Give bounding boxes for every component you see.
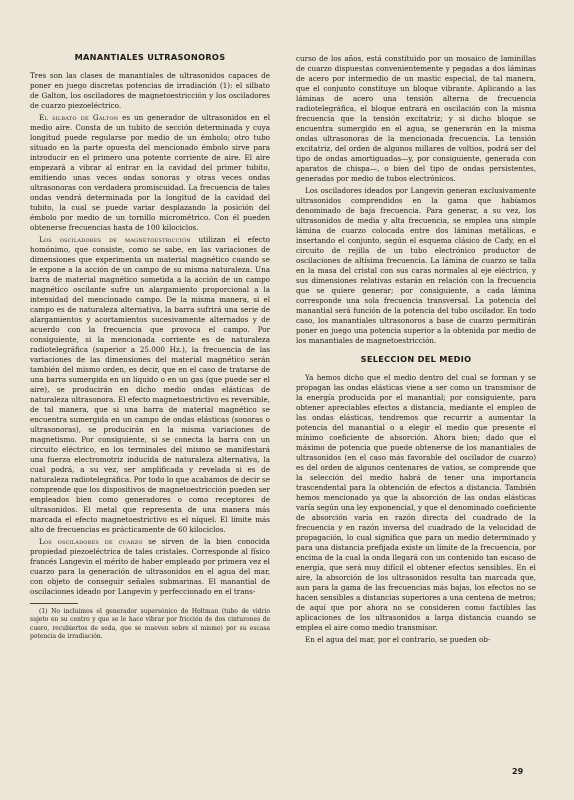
paragraph-langevin: Los osciladores ideados por Langevin generan exclusivamente ultrasonidos comprendidos en la gama que habíamos denominado de baja frecuencia. Para generar, a su vez, los ultrasonidos de media y alta frecuencia, se emplea una simple lámina de cuarzo colocada entre dos láminas metálicas, e insertando el conjunto, según el esquema clásico de Cady, en el circuito de rejilla de un tubo electrónico productor de oscilaciones de altísima frecuencia. La lámina de cuarzo se talla en la masa del cristal con sus caras normales al eje eléctrico, y sus dimensiones relativas estarán en relación con la frecuencia que se quiere generar; por consiguiente, a cada lámina corresponde una sola frecuencia transversal. La potencia del manantial será función de la potencia del tubo oscilador. En todo caso, los manantiales ultrasonoros a base de cuarzo permitirán poner en juego una potencia superior a la obtenida por medio de los manantiales de magnetoestricción. xyxy=(296,186,536,345)
footnote: (1) No incluimos el generador supersónico de Holtman (tubo de vidrio sujeto en su centro y que se le hace vibrar por fricción de dos cinturones de cuero, recubiertos de seda, que se mueven sobre el mismo) por su escasa potencia de irradiación. xyxy=(30,608,270,640)
paragraph-continuation: curso de los años, está constituido por un mosaico de laminillas de cuarzo dispuestas convenientemente y pegadas a dos láminas de acero por intermedio de un mastic especial, de tal manera, que el conjunto constituye un bloque vibrante. Aplicando a las láminas de acero una tensión alterna de frecuencia radiotelegráfica, el bloque entrará en oscilación con la misma frecuencia que la tensión excitatriz; y si dicho bloque se encuentra sumergido en el agua, se generarán en la misma ondas ultrasonoras de la mencionada frecuencia. La tensión excitatriz, del orden de algunos millares de voltios, podrá ser del tipo de ondas amortiguadas—y, por consiguiente, generada con aparatos de chispa—, o bien del tipo de ondas persistentes, generadas por medio de tubos electrónicos. xyxy=(296,54,536,183)
paragraph-magnetoestriccion xyxy=(30,235,270,535)
right-column xyxy=(296,54,536,647)
paragraph-galton xyxy=(30,113,270,233)
page-number: 29 xyxy=(512,767,524,776)
text-galton: es un generador de ultrasonidos en el medio aire. Consta de un tubito de sección determinada y cuya longitud puede regularse por medio de un émbolo; otro tubo situado en la parte opuesta del mencionado émbolo sirve para introducir en el primero una potente corriente de aire. El aire empezará a vibrar al entrar en la cavidad del primer tubito, emitiendo unas veces ondas sonoras y otras veces ondas ultrasonoras con verdadera promiscuidad. La frecuencia de tales ondas vendrá determinada por la longitud de la cavidad del tubito, la cual se puede variar desplazando la posición del émbolo por medio de un tornillo micrométrico. Con él pueden obtenerse frecuencias hasta de 100 kilociclos. xyxy=(30,113,270,233)
footnote-divider xyxy=(30,603,78,604)
lead-cuarzo: Los osciladores de cuarzo xyxy=(39,537,143,547)
section-heading-seleccion: SELECCION DEL MEDIO xyxy=(360,354,472,364)
paragraph-agua: En el agua del mar, por el contrario, se pueden ob- xyxy=(305,635,491,645)
lead-galton: El silbato de Galton xyxy=(39,113,119,123)
section-heading-manantiales: MANANTIALES ULTRASONOROS xyxy=(74,52,226,62)
left-column xyxy=(30,48,270,643)
text-magnetoestriccion: utilizan el efecto homónimo, que consiste, como se sabe, en las variaciones de dimensiones que experimenta un material magnético cuando se le expone a la acción de un campo de su misma naturaleza. Una barra de material magnético sometida a la acción de un campo magnético oscilante sufre un alargamiento proporcional a la intensidad del mencionado campo. De la misma manera, si el campo es de naturaleza alternativa, la barra sufrirá una serie de alargamientos y acortamientos sucesivamente alternados y de acuerdo con la frecuencia que provoca el campo. Por consiguiente, si la mencionada corriente es de naturaleza radiotelegráfica (superior a 25.000 Hz.), la frecuencia de las variaciones de las dimensiones del material magnético serán también del mismo orden, es decir, que en el caso de tratarse de una barra sumergida en un líquido o en un gas (que puede ser el aire), se producirán en dicho medio ondas elásticas de naturaleza ultrasonora. El efecto magnetoestrictivo es reversible, de tal manera, que si una barra de material magnético se encuentra sumergida en un campo de ondas elásticas (sonoras o ultrasonoras), se producirán en la misma variaciones de magnetismo. Por consiguiente, si se conecta la barra con un circuito eléctrico, en los terminales del mismo se manifestará una fuerza electromotriz inducida de naturaleza alternativa, la cual podrá, a su vez, ser amplificada y revelada si es de naturaleza radiotelegráfica. Por todo lo que acabamos de decir se comprende que los dispositivos de magnetoestricción pueden ser empleados bien como generadores o como receptores de ultrasonidos. El metal que representa de una manera más marcada el efecto magnetoestrictivo es el níquel. El límite más alto de frecuencias es prácticamente de 60 kilociclos. xyxy=(30,235,270,535)
paragraph-intro: Tres son las clases de manantiales de ultrasonidos capaces de poner en juego discretas potencias de irradiación (1): el silbato de Galton, los osciladores de magnetoestricción y los osciladores de cuarzo piezoeléctrico. xyxy=(30,71,270,111)
paragraph-medio: Ya hemos dicho que el medio dentro del cual se forman y se propagan las ondas elásticas viene a ser como un transmisor de la energía producida por el manantial; por consiguiente, para obtener apreciables efectos a distancia, mediante el empleo de las ondas elásticas, tendremos que recurrir a aumentar la potencia del manantial o a elegir el medio que presente el mínimo coeficiente de absorción. Ahora bien; dado que el máximo de potencia que puede obtenerse de los manantiales de ultrasonidos (en el caso más favorable del oscilador de cuarzo) es del orden de algunos centenares de vatios, se comprende que la selección del medio habrá de tener una importancia trascendental para la obtención de efectos a distancia. También hemos mencionado ya que la absorción de las ondas elásticas varía según una ley exponencial, y que el denominado coeficiente de absorción varía en razón directa del cuadrado de la frecuencia y en razón inversa del cuadrado de la velocidad de propagación, lo cual significa que para un medio determinado y para una distancia prefijada existe un límite de la frecuencia, por encima de la cual la onda llegará con un contenido tan escaso de energía, que será muy difícil el obtener efectos sensibles. En el aire, la absorción de los ultrasonidos resulta tan marcada que, aun para la gama de las frecuencias más bajas, los efectos no se hacen sensibles a distancias superiores a una centena de metros; de aquí que por ahora no se consideren como factibles las aplicaciones de los ultrasonidos a larga distancia cuando se emplea el aire como medio transmisor. xyxy=(296,373,536,633)
text-cuarzo: se sirven de la bien conocida propiedad piezoeléctrica de tales cristales. Corresponde al físico francés Langevin el mérito de haber empleado por primera vez el cuarzo para la generación de ultrasonidos en el agua del mar, con objeto de conseguir señales submarinas. El manantial de oscilaciones ideado por Langevin y perfeccionado en el trans- xyxy=(30,537,270,597)
paragraph-cuarzo xyxy=(30,537,270,597)
lead-magnetoestriccion: Los osciladores de magnetoestricción xyxy=(39,235,191,245)
